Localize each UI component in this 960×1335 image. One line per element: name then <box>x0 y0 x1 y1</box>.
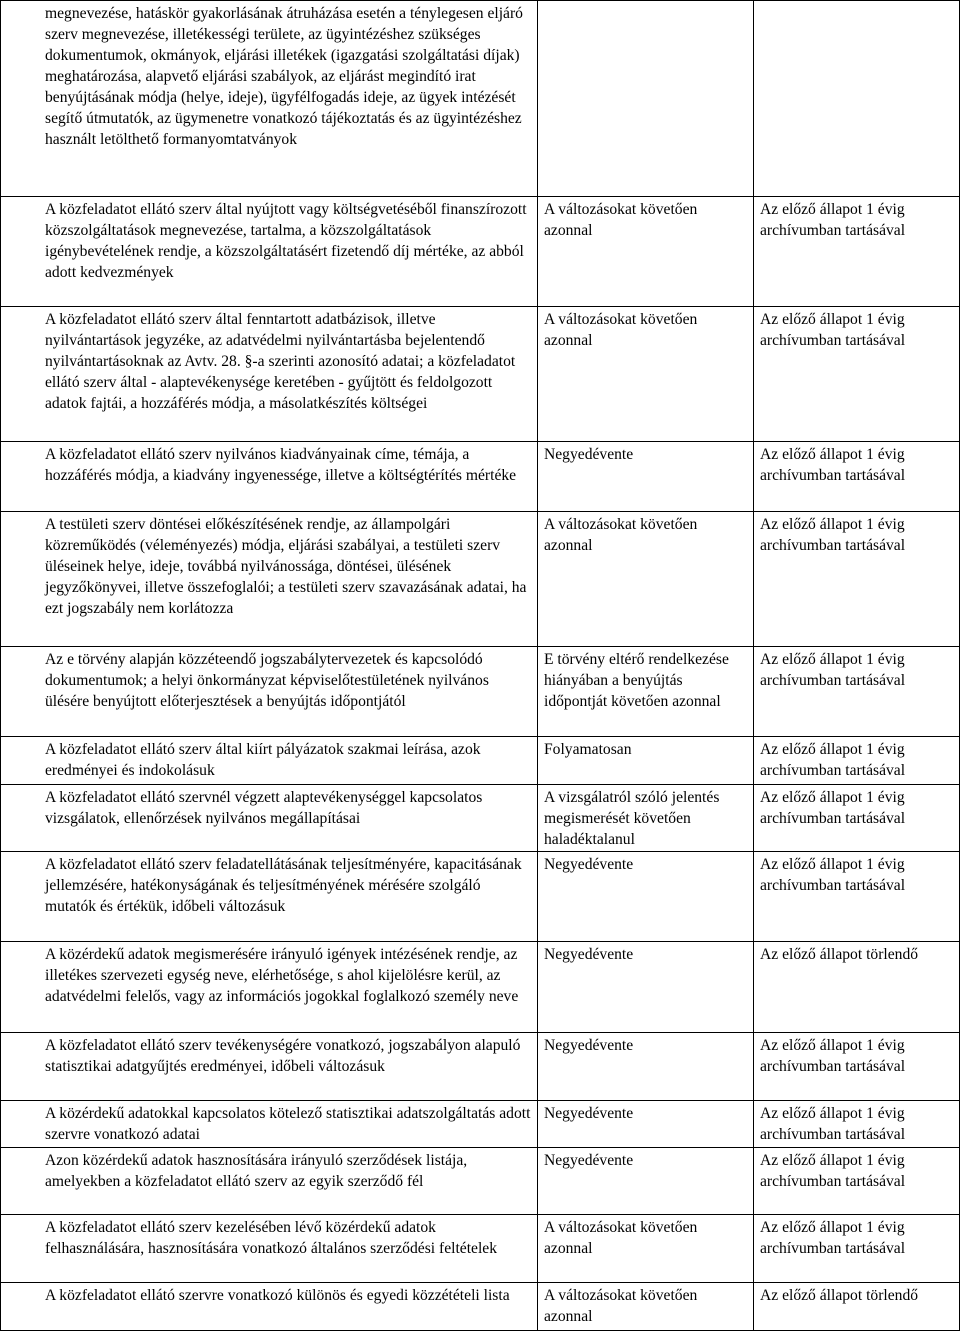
table-row <box>1 1101 960 1148</box>
item-cell <box>1 737 538 785</box>
item-number <box>7 1285 45 1306</box>
item-cell <box>1 1 538 197</box>
item-text: A testületi szerv döntései előkészítésének rendje, az állampolgári közreműködés (véleményezés) módja, eljárási szabályai, a testületi szerv üléseinek helye, ideje, továbbá nyilvánossága, döntései, ülésének jegyzőkönyvei, illetve összefoglalói; a testületi szerv szavazásának adatai, ha ezt jogszabály nem korlátozza <box>45 516 527 617</box>
table-row <box>1 1033 960 1101</box>
item-number <box>7 649 45 670</box>
update-frequency-cell: Negyedévente <box>538 442 754 512</box>
item-text: A közfeladatot ellátó szervre vonatkozó különös és egyedi közzétételi lista <box>45 1287 510 1304</box>
item-text: A közfeladatot ellátó szerv feladatellátásának teljesítményére, kapacitásának jellemzésére, hatékonyságának és teljesítményének mérésére szolgáló mutatók és értékük, időbeli változásuk <box>45 856 522 915</box>
item-cell <box>1 1033 538 1101</box>
item-text: A közfeladatot ellátó szerv által nyújtott vagy költségvetéséből finanszírozott közszolgáltatások megnevezése, tartalma, a közszolgáltatások igénybevételének rendje, a közszolgáltatásért fizetendő díj mértéke, az abból adott kedvezmények <box>45 201 527 281</box>
retention-cell: Az előző állapot 1 évig archívumban tartásával <box>754 307 960 442</box>
item-number <box>7 1150 45 1171</box>
item-text: A közfeladatot ellátó szerv által kiírt pályázatok szakmai leírása, azok eredményei és indokolásuk <box>45 741 481 779</box>
update-frequency-cell: Negyedévente <box>538 1033 754 1101</box>
item-number <box>7 739 45 760</box>
item-cell <box>1 1215 538 1283</box>
item-text: A közfeladatot ellátó szerv kezelésében lévő közérdekű adatok felhasználására, hasznosítására vonatkozó általános szerződési feltételek <box>45 1219 498 1257</box>
update-frequency-cell: Negyedévente <box>538 1101 754 1148</box>
item-text: A közfeladatot ellátó szerv tevékenységére vonatkozó, jogszabályon alapuló statisztikai adatgyűjtés eredményei, időbeli változásuk <box>45 1037 521 1075</box>
item-text: A közfeladatot ellátó szerv által fenntartott adatbázisok, illetve nyilvántartások jegyzéke, az adatvédelmi nyilvántartásba bejelentendő nyilvántartásoknak az Avtv. 28. §-a szerinti azonosító adatai; a közfeladatot ellátó szerv által - alaptevékenysége keretében - gyűjtött és feldolgozott adatok fajtái, a hozzáférés módja, a másolatkészítés költségei <box>45 311 516 412</box>
retention-cell: Az előző állapot 1 évig archívumban tartásával <box>754 197 960 307</box>
item-cell <box>1 307 538 442</box>
table-row <box>1 197 960 307</box>
table-row <box>1 737 960 785</box>
item-cell <box>1 1101 538 1148</box>
table-row <box>1 785 960 852</box>
table-row <box>1 442 960 512</box>
item-cell <box>1 197 538 307</box>
retention-cell: Az előző állapot 1 évig archívumban tartásával <box>754 442 960 512</box>
item-number <box>7 514 45 535</box>
item-cell <box>1 785 538 852</box>
item-number <box>7 1103 45 1124</box>
item-cell <box>1 1283 538 1331</box>
table-row <box>1 942 960 1033</box>
update-frequency-cell: Negyedévente <box>538 852 754 942</box>
item-number <box>7 944 45 965</box>
item-number <box>7 1217 45 1238</box>
item-cell <box>1 942 538 1033</box>
update-frequency-cell: A változásokat követően azonnal <box>538 307 754 442</box>
table-body <box>1 1 960 1331</box>
table-row <box>1 647 960 737</box>
item-cell <box>1 852 538 942</box>
retention-cell: Az előző állapot 1 évig archívumban tartásával <box>754 1215 960 1283</box>
table-row <box>1 1283 960 1331</box>
table-row <box>1 1215 960 1283</box>
retention-cell: Az előző állapot 1 évig archívumban tartásával <box>754 785 960 852</box>
retention-cell: Az előző állapot 1 évig archívumban tartásával <box>754 737 960 785</box>
item-text: A közérdekű adatokkal kapcsolatos kötelező statisztikai adatszolgáltatás adott szervre vonatkozó adatai <box>45 1105 531 1143</box>
table-row <box>1 307 960 442</box>
update-frequency-cell: Folyamatosan <box>538 737 754 785</box>
item-number <box>7 309 45 330</box>
update-frequency-cell <box>538 1 754 197</box>
item-cell <box>1 442 538 512</box>
retention-cell: Az előző állapot 1 évig archívumban tartásával <box>754 1101 960 1148</box>
retention-cell: Az előző állapot törlendő <box>754 942 960 1033</box>
retention-cell: Az előző állapot 1 évig archívumban tartásával <box>754 1148 960 1215</box>
update-frequency-cell: A változásokat követően azonnal <box>538 1215 754 1283</box>
retention-cell: Az előző állapot törlendő <box>754 1283 960 1331</box>
item-cell <box>1 512 538 647</box>
item-number <box>7 444 45 465</box>
retention-cell: Az előző állapot 1 évig archívumban tartásával <box>754 1033 960 1101</box>
item-cell <box>1 647 538 737</box>
item-number <box>7 199 45 220</box>
retention-cell: Az előző állapot 1 évig archívumban tartásával <box>754 512 960 647</box>
update-frequency-cell: Negyedévente <box>538 942 754 1033</box>
update-frequency-cell: A vizsgálatról szóló jelentés megismerését követően haladéktalanul <box>538 785 754 852</box>
item-text: Azon közérdekű adatok hasznosítására irányuló szerződések listája, amelyekben a közfeladatot ellátó szerv az egyik szerződő fél <box>45 1152 468 1190</box>
update-frequency-cell: A változásokat követően azonnal <box>538 197 754 307</box>
retention-cell: Az előző állapot 1 évig archívumban tartásával <box>754 852 960 942</box>
retention-cell: Az előző állapot 1 évig archívumban tartásával <box>754 647 960 737</box>
item-text: A közérdekű adatok megismerésére irányuló igények intézésének rendje, az illetékes szervezeti egység neve, elérhetősége, s ahol kijelölésre kerül, az adatvédelmi felelős, vagy az információs jogokkal foglalkozó személy neve <box>45 946 519 1005</box>
table-row <box>1 1 960 197</box>
table-row <box>1 512 960 647</box>
update-frequency-cell: Negyedévente <box>538 1148 754 1215</box>
item-number <box>7 854 45 875</box>
update-frequency-cell: A változásokat követően azonnal <box>538 1283 754 1331</box>
table-row <box>1 1148 960 1215</box>
item-text: Az e törvény alapján közzéteendő jogszabálytervezetek és kapcsolódó dokumentumok; a helyi önkormányzat képviselőtestületének nyilvános ülésére benyújtott előterjesztések a benyújtás időpontjától <box>45 651 489 710</box>
item-text: A közfeladatot ellátó szervnél végzett alaptevékenységgel kapcsolatos vizsgálatok, ellenőrzések nyilvános megállapításai <box>45 789 483 827</box>
retention-cell <box>754 1 960 197</box>
update-frequency-cell: E törvény eltérő rendelkezése hiányában a benyújtás időpontját követően azonnal <box>538 647 754 737</box>
item-number <box>7 1035 45 1056</box>
table-row <box>1 852 960 942</box>
item-text: A közfeladatot ellátó szerv nyilvános kiadványainak címe, témája, a hozzáférés módja, a kiadvány ingyenessége, illetve a költségtérítés mértéke <box>45 446 517 484</box>
item-number <box>7 787 45 808</box>
update-frequency-cell: A változásokat követően azonnal <box>538 512 754 647</box>
item-text: megnevezése, hatáskör gyakorlásának átruházása esetén a ténylegesen eljáró szerv megnevezése, illetékességi területe, az ügyintézéshez szükséges dokumentumok, okmányok, eljárási illetékek (igazgatási szolgáltatási díjak) meghatározása, alapvető eljárási szabályok, az eljárást megindító irat benyújtásának módja (helye, ideje), ügyfélfogadás ideje, az ügyek intézését segítő útmutatók, az ügymenetre vonatkozó tájékoztatás és az ügyintézéshez használt letölthető formanyomtatványok <box>45 5 523 148</box>
item-cell <box>1 1148 538 1215</box>
